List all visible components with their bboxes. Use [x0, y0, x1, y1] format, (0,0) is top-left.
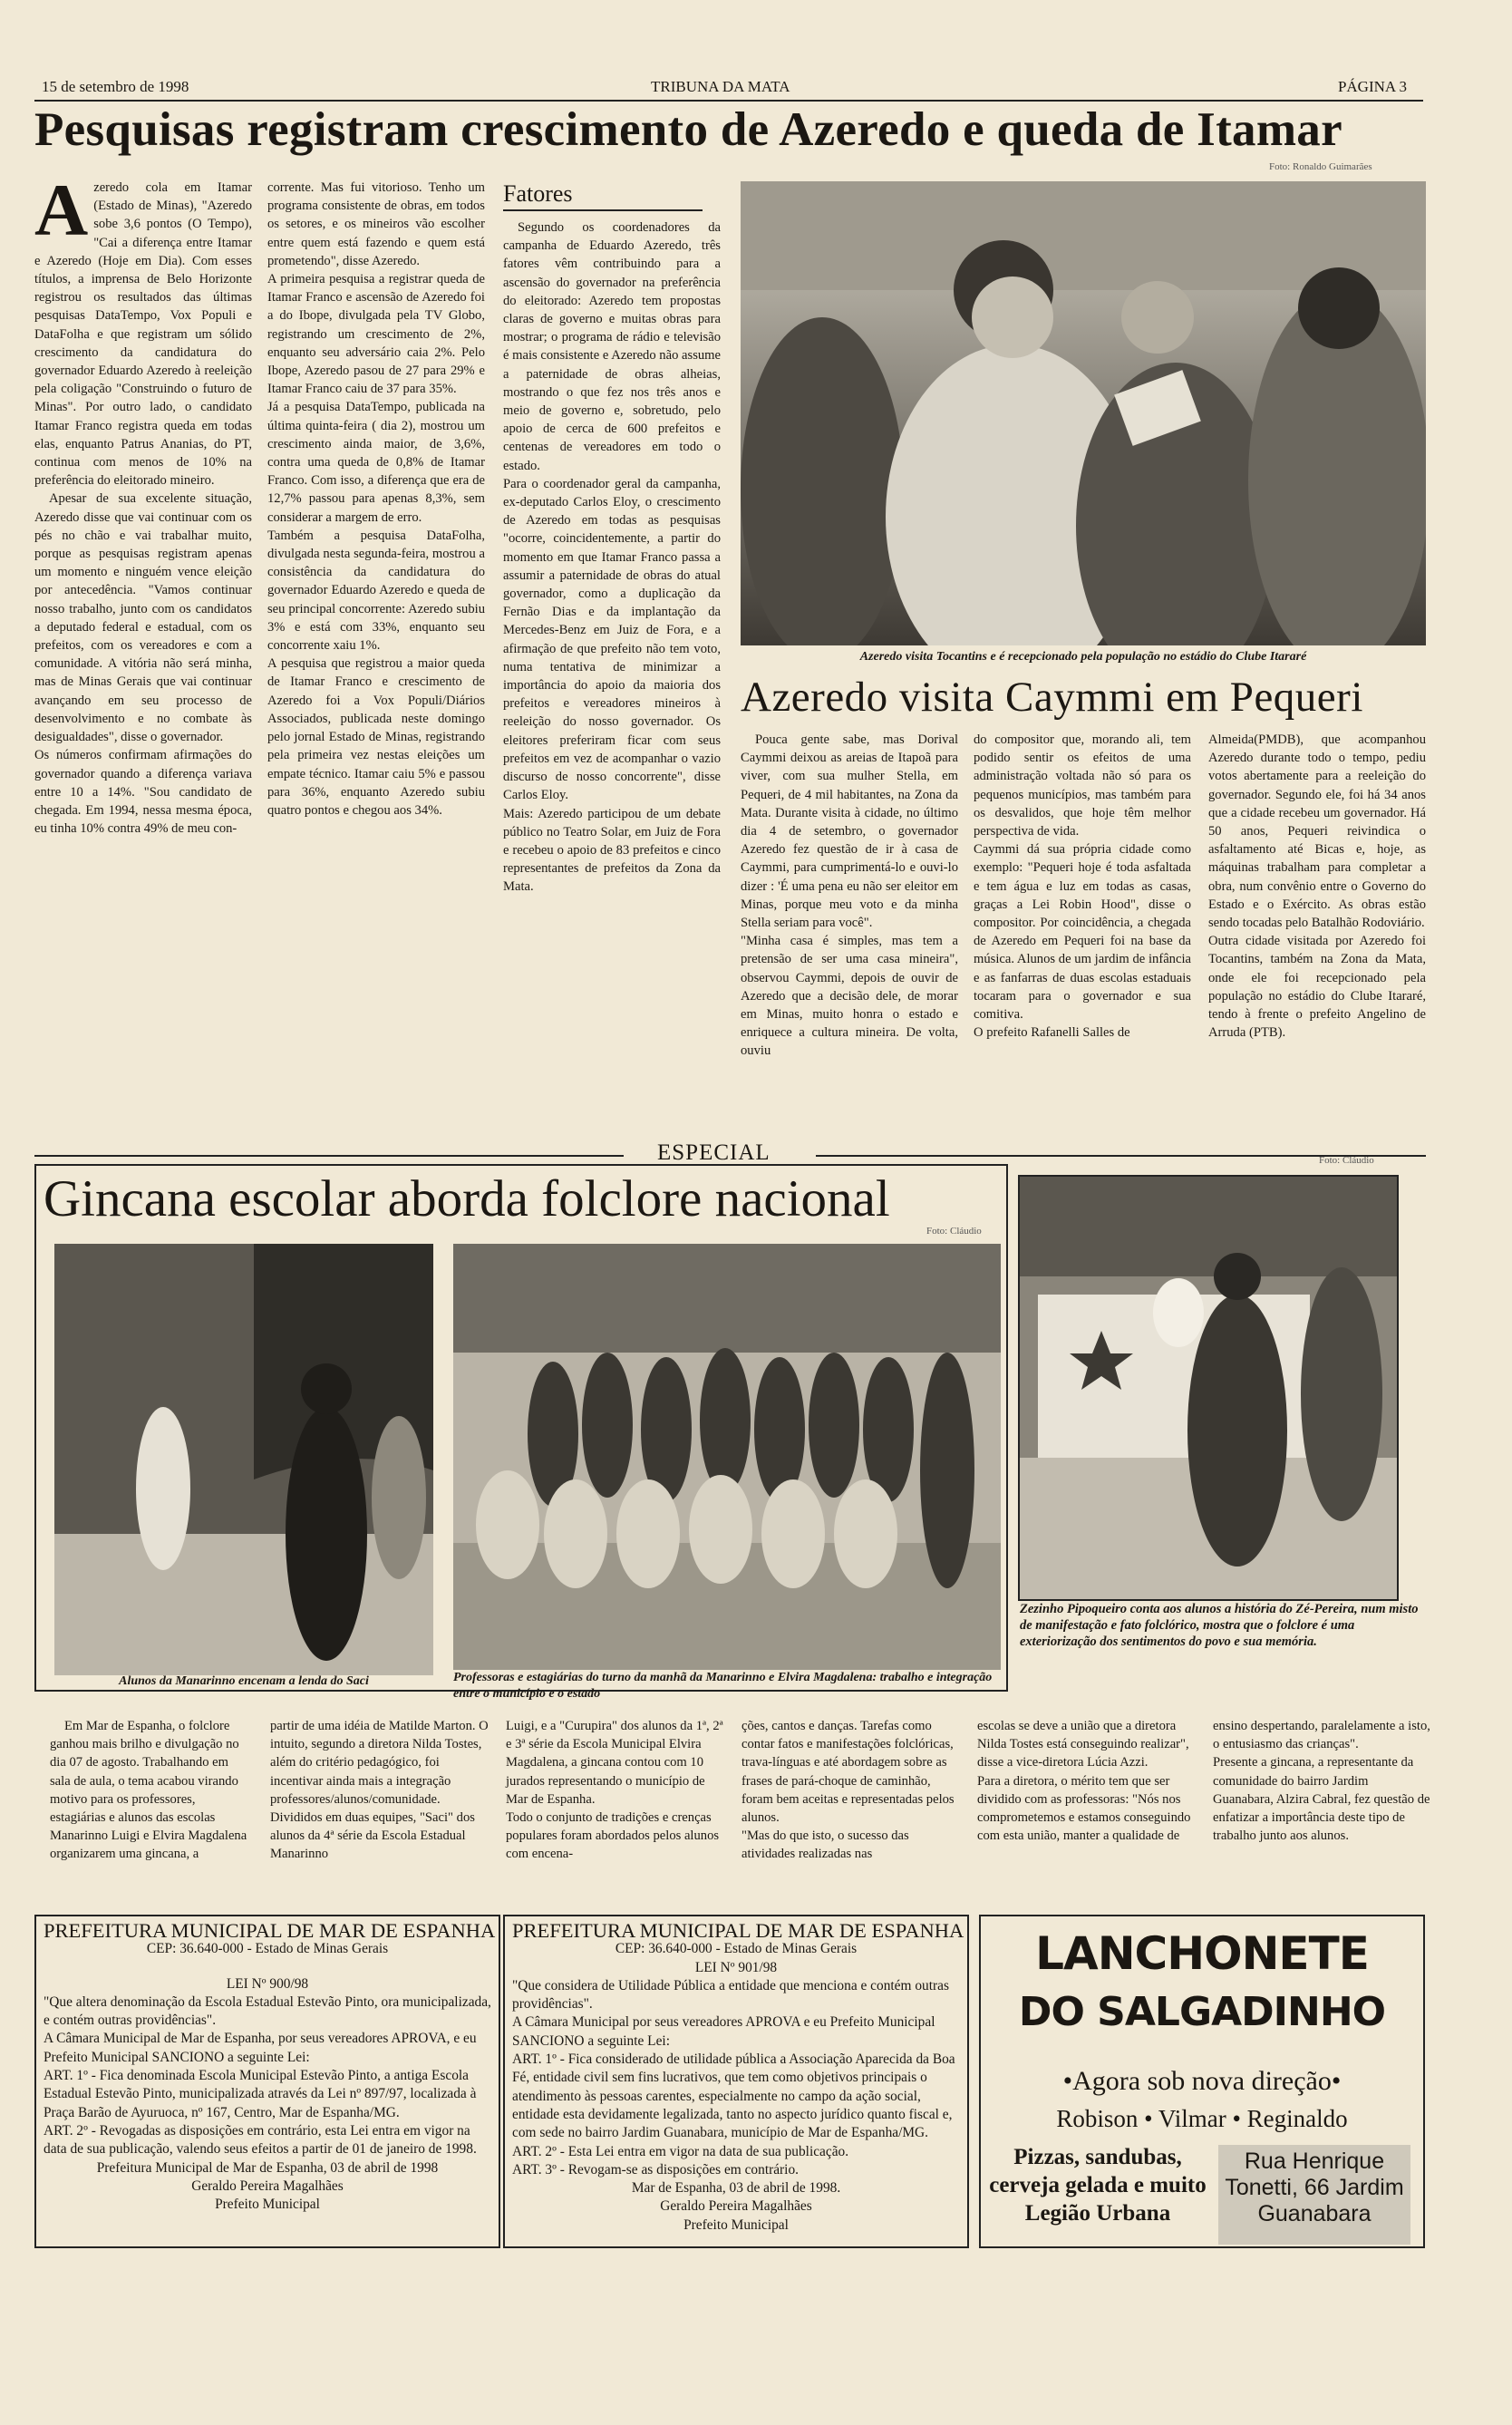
caymmi-col3	[1208, 731, 1426, 1042]
storyteller-photo	[1018, 1175, 1399, 1601]
caymmi-col1-text: Pouca gente sabe, mas Dorival Caymmi deixou as areias de Itapoã para viver, com sua mulher Stella, em Pequeri, de 4 mil habitantes, na Zona da Mata. Durante visita à cidade, no último dia 4 de setembro, o governador Azeredo fez questão de ir à casa de Caymmi, para cumprimentá-lo e ouvi-lo dizer : 'É uma pena eu não ser eleitor em Minas, porque meu voto e da minha Stella seriam para você". "Minha casa é simples, mas tem a pretensão de ser uma casa mineira", observou Caymmi, depois de ouvir de Azeredo que a decisão dele, de morar em Minas, muito honra o estado e enriquece a cultura mineira. De volta, ouviu	[741, 732, 958, 1059]
storyteller-photo-credit: Foto: Cláudio	[1319, 1155, 1374, 1166]
page-header	[34, 74, 1423, 102]
lanchonete-address: Rua Henrique Tonetti, 66 Jardim Guanabara	[1218, 2145, 1410, 2245]
caymmi-col2-text: do compositor que, morando ali, tem podido sentir os efeitos de uma administração voltada não só para os pequenos municípios, mas também para os desvalidos, que hoje têm melhor perspectiva de vida. Caymmi dá sua própria cidade como exemplo: "Pequeri hoje é toda asfaltada e tem água e luz em todas as casas, graças a Lei Robin Hood", disse o compositor. Por coincidência, a chegada de Azeredo em Pequeri foi na base da música. Alunos de um jardim de infância e as fanfarras de duas escolas estaduais tocaram para o governador e sua comitiva. O prefeito Rafanelli Salles de	[974, 732, 1191, 1041]
caymmi-col3-text: Almeida(PMDB), que acompanhou Azeredo durante todo o tempo, pediu votos abertamente para a reeleição do governador. Segundo ele, foi há 34 anos que a cidade recebeu um governador. Há 50 anos, Pequeri reivindica o asfaltamento até Bicas e, hoje, as máquinas trabalham para completar a obra, num convênio entre o Governo do Estado e o Exército. As obras estão sendo tocadas pelo Batalhão Rodoviário. Outra cidade visitada por Azeredo foi Tocantins, também na Zona da Mata, onde ele foi recepcionado pela população no estádio do Clube Itararé, tendo à frente o prefeito Angelino de Arruda (PTB).	[1208, 732, 1426, 1041]
header-paper-name: TRIBUNA DA MATA	[651, 78, 790, 95]
law1-cep: CEP: 36.640-000 - Estado de Minas Gerais	[146, 1941, 389, 1957]
header-date: 15 de setembro de 1998	[42, 78, 189, 95]
gincana-col1-text: Em Mar de Espanha, o folclore ganhou mais brilho e divulgação no dia 07 de agosto. Trabalhando em sala de aula, o tema acabou virando motivo para os professores, estagiárias e alunos das escolas Manarinno Luigi e Elvira Magdalena organizarem uma gincana, a	[50, 1719, 247, 1862]
main-story-col1	[34, 169, 252, 838]
gincana-col3-text: Luigi, e a "Curupira" dos alunos da 1ª, 2ª e 3ª série da Escola Municipal Elvira Magdalena, a gincana contou com 10 jurados representando o município de Mar de Espanha. Todo o conjunto de tradições e crenças populares foram abordados pelos alunos com encena-	[506, 1719, 723, 1862]
caymmi-col2	[974, 731, 1191, 1042]
lanchonete-subtitle: DO SALGADINHO	[1018, 1989, 1386, 2035]
gincana-col4-text: ções, cantos e danças. Tarefas como contar fatos e manifestações folclóricas, trava-línguas e até abordagem sobre as frases de pará-choque de caminhão, foram bem aceitas e representadas pelos alunos. "Mas do que isto, o sucesso das atividades realizadas nas	[741, 1719, 955, 1862]
gincana-col6-text: ensino despertando, paralelamente a isto, o entusiasmo das crianças". Presente a gincana, a representante da comunidade do bairro Jardim Guanabara, Alzira Cabral, fez questão de enfatizar a importância deste tipo de trabalho junto aos alunos.	[1213, 1719, 1430, 1844]
gincana-col5	[977, 1717, 1195, 1845]
gincana-col2-text: partir de uma idéia de Matilde Marton. O intuito, segundo a diretora Nilda Tostes, além do critério pedagógico, foi incentivar ainda mais a integração professores/alunos/comunidade. Divididos em duas equipes, "Saci" dos alunos da 4ª série da Escola Estadual Manarinno	[270, 1719, 489, 1862]
lanchonete-title: LANCHONETE	[1035, 1927, 1369, 1980]
storyteller-photo-caption: Zezinho Pipoqueiro conta aos alunos a história do Zé-Pereira, num misto de manifestação e fato folclórico, mostra que o folclore é uma exteriorização dos sentimentos do povo e sua memória.	[1020, 1602, 1419, 1649]
gincana-col5-text: escolas se deve a união que a diretora Nilda Tostes está conseguindo realizar", disse a vice-diretora Lúcia Azzi. Para a diretora, o mérito tem que ser dividido com as professoras: "Nós nos comprometemos e estamos conseguindo com esta união, manter a qualidade de	[977, 1719, 1191, 1844]
teachers-photo-caption: Professoras e estagiárias do turno da manhã da Manarinno e Elvira Magdalena: trabalho e integração entre o município e o estado	[453, 1671, 993, 1701]
law2-sign-name: Geraldo Pereira Magalhães	[660, 2198, 812, 2215]
saci-photo-caption: Alunos da Manarinno encenam a lenda do Saci	[119, 1674, 369, 1688]
main-headline: Pesquisas registram crescimento de Azeredo e queda de Itamar	[34, 103, 1342, 156]
azeredo-photo-caption: Azeredo visita Tocantins e é recepcionado pela população no estádio do Clube Itararé	[859, 650, 1307, 664]
law1-sign-date: Prefeitura Municipal de Mar de Espanha, 03 de abril de 1998	[96, 2159, 439, 2176]
especial-label: ESPECIAL	[657, 1140, 771, 1165]
gincana-col3	[506, 1717, 723, 1864]
gincana-col1	[50, 1717, 251, 1864]
law1-title: PREFEITURA MUNICIPAL DE MAR DE ESPANHA	[44, 1919, 496, 1942]
main-story-col2	[267, 179, 485, 820]
teachers-group-photo	[453, 1244, 1001, 1670]
gincana-col6	[1213, 1717, 1430, 1845]
photo-credit: Foto: Ronaldo Guimarães	[1269, 161, 1372, 172]
law2-title: PREFEITURA MUNICIPAL DE MAR DE ESPANHA	[512, 1919, 964, 1942]
law1-sign-name: Geraldo Pereira Magalhães	[191, 2178, 344, 2194]
lanchonete-new-management: •Agora sob nova direção•	[1062, 2066, 1342, 2096]
main-story-col2-text: corrente. Mas fui vitorioso. Tenho um programa consistente de obras, em todos os setores, e os mineiros vão escolher entre quem está fazendo e quem está prometendo", disse Azeredo. A primeira pesquisa a registrar queda de Itamar Franco e ascensão de Azeredo foi a do Ibope, divulgada pela TV Globo, registrando um crescimento de 2%, enquanto seu adversário caia 2%. Pelo Ibope, Azeredo pasou de 27 para 29% e Itamar Franco caiu de 37 para 35%. Já a pesquisa DataTempo, publicada na última quinta-feira ( dia 2), mostrou um crescimento ainda maior, de 3,6%, contra uma queda de 0,8% de Itamar Franco. Com isso, a diferença que era de 12,7% passou para apenas 8,3%, sem considerar a margem de erro. Também a pesquisa DataFolha, divulgada nesta segunda-feira, mostrou a consistência da candidatura do governador Eduardo Azeredo e queda de seu principal concorrente: Azeredo subiu 3% e está com 33%, enquanto seu concorrente xaiu 1%. A pesquisa que registrou a maior queda de Itamar Franco e crescimento de Azeredo foi a Vox Populi/Diários Associados, publicada neste domingo pelo jornal Estado de Minas, registrando pela primeira vez nestas eleições um empate técnico. Itamar caiu 5% e passou para 36%, enquanto Azeredo subiu quatro pontos e chegou aos 34%.	[267, 180, 485, 818]
main-story-col3	[503, 179, 721, 897]
law-901-notice	[503, 1915, 969, 2248]
gincana-col2	[270, 1717, 489, 1864]
main-story-lead: zeredo cola em Itamar (Estado de Minas), "Azeredo sobe 3,6 pontos (O Tempo), "Cai a diferença entre Itamar e Azeredo (Hoje em Dia). Com esses títulos, a imprensa de Belo Horizonte registrou os resultados das últimas pesquisas DataTempo, Vox Populi e DataFolha e que registram um sólido crescimento da candidatura do governador Eduardo Azeredo à reeleição pela coligação "Construindo o futuro de Minas". Por outro lado, o candidato Itamar Franco registra queda em todas elas, enquanto Patrus Ananias, do PT, continua com menos de 10% na preferência do eleitorado mineiro.	[34, 180, 252, 489]
especial-rule-left	[34, 1155, 624, 1157]
main-story-col3-text: Segundo os coordenadores da campanha de Eduardo Azeredo, três fatores vêm contribuindo para a ascensão do governador na preferência do eleitorado: Azeredo tem propostas claras de governo e muitas obras para mostrar; o programa de rádio e televisão é mais consistente e Azeredo não assume a paternidade de obras alheias, mostrando o que fez nos três anos e meio de governo e, sobretudo, pelo apoio de cerca de 600 prefeitos e centenas de vereadores em todo o estado. Para o coordenador geral da campanha, ex-deputado Carlos Eloy, o crescimento de Azeredo em todas as pesquisas "ocorre, coincidentemente, a partir do momento em que Itamar Franco passa a assumir a paternidade de obras do atual governador, como a duplicação da Fernão Dias e da implantação da Mercedes-Benz em Juiz de Fora, e a afirmação de que prefeito não tem voto, numa tentativa de minimizar a importância do apoio da maioria dos prefeitos e vereadores mineiros à reeleição do nosso governador. Os eleitores preferiram ficar com seus prefeitos em vez de acompanhar o vazio discurso de nosso concorrente", disse Carlos Eloy. Mais: Azeredo participou de um debate público no Teatro Solar, em Juiz de Fora e recebeu o apoio de 83 prefeitos e cinco representantes de prefeitos da Zona da Mata.	[503, 220, 721, 895]
law1-sign-role: Prefeito Municipal	[215, 2197, 320, 2213]
gincana-col4	[741, 1717, 959, 1864]
gincana-photo-credit: Foto: Cláudio	[926, 1226, 982, 1237]
caymmi-headline: Azeredo visita Caymmi em Pequeri	[741, 674, 1363, 721]
header-page-number: PÁGINA 3	[1337, 78, 1407, 95]
law2-body: "Que considera de Utilidade Pública a entidade que menciona e contém outras providências". A Câmara Municipal por seus vereadores APROVA e eu Prefeito Municipal SANCIONO a seguinte Lei: ART. 1º - Fica considerado de utilidade pública a Associação Aparecida da Boa Fé, entidade civil sem fins lucrativos, que tem como objetivos principais o atendimento às pessoas carentes, especialmente no campo da ação social, entidade esta devidamente legalizada, tanto no aspecto jurídico quanto fiscal e, com sede no bairro Jardim Guanabara, município de Mar de Espanha/MG. ART. 2º - Esta Lei entra em vigor na data de sua publicação. ART. 3º - Revogam-se as disposições em contrário.	[512, 1977, 955, 2178]
fatores-subhead: Fatores	[503, 179, 703, 211]
gincana-headline: Gincana escolar aborda folclore nacional	[44, 1170, 890, 1227]
law2-sign-role: Prefeito Municipal	[683, 2216, 789, 2233]
lanchonete-ad	[979, 1915, 1425, 2248]
azeredo-crowd-photo	[741, 181, 1426, 645]
law-900-notice	[34, 1915, 500, 2248]
law2-sign-date: Mar de Espanha, 03 de abril de 1998.	[631, 2180, 841, 2197]
main-story-col1-text: Apesar de sua excelente situação, Azeredo disse que vai continuar com os pés no chão e vai trabalhar muito, porque as pesquisas registram apenas um momento e ninguém vence eleição por antecedência. "Vamos continuar nosso trabalho, junto com os candidatos a deputado federal e estadual, com os prefeitos, com os vereadores e com a comunidade. A vitória não será minha, mas de Minas Gerais que vai continuar avançando em seu processo de desenvolvimento e no combate às desigualdades", disse o governador. Os números confirmam afirmações do governador quando a diferença variava entre 10 a 14%. "Sou candidato de chegada. Em 1994, nessa mesma época, eu tinha 10% contra 49% de meu con-	[34, 491, 252, 837]
law1-number: LEI Nº 900/98	[226, 1975, 309, 1992]
saci-photo	[54, 1244, 433, 1675]
law1-body: "Que altera denominação da Escola Estadual Estevão Pinto, ora municipalizada, e contém outras providências". A Câmara Municipal de Mar de Espanha, por seus vereadores APROVA, e eu Prefeito Municipal SANCIONO a seguinte Lei: ART. 1º - Fica denominada Escola Municipal Estevão Pinto, a antiga Escola Estadual Estevão Pinto, municipalizada através da Lei nº 897/97, localizada à Praça Barão de Ayuruoca, nº 167, Centro, Mar de Espanha/MG. ART. 2º - Revogadas as disposições em contrário, esta Lei entra em vigor na data de sua publicação, valendo seus efeitos a partir de 01 de janeiro de 1998.	[44, 1993, 491, 2158]
law2-number: LEI Nº 901/98	[694, 1959, 778, 1975]
lanchonete-menu: Pizzas, sandubas, cerveja gelada e muito Legião Urbana	[989, 2145, 1207, 2226]
lanchonete-owners: Robison • Vilmar • Reginaldo	[1056, 2105, 1348, 2132]
drop-cap: A	[34, 169, 89, 251]
law2-cep: CEP: 36.640-000 - Estado de Minas Gerais	[615, 1941, 858, 1957]
caymmi-col1	[741, 731, 958, 1061]
